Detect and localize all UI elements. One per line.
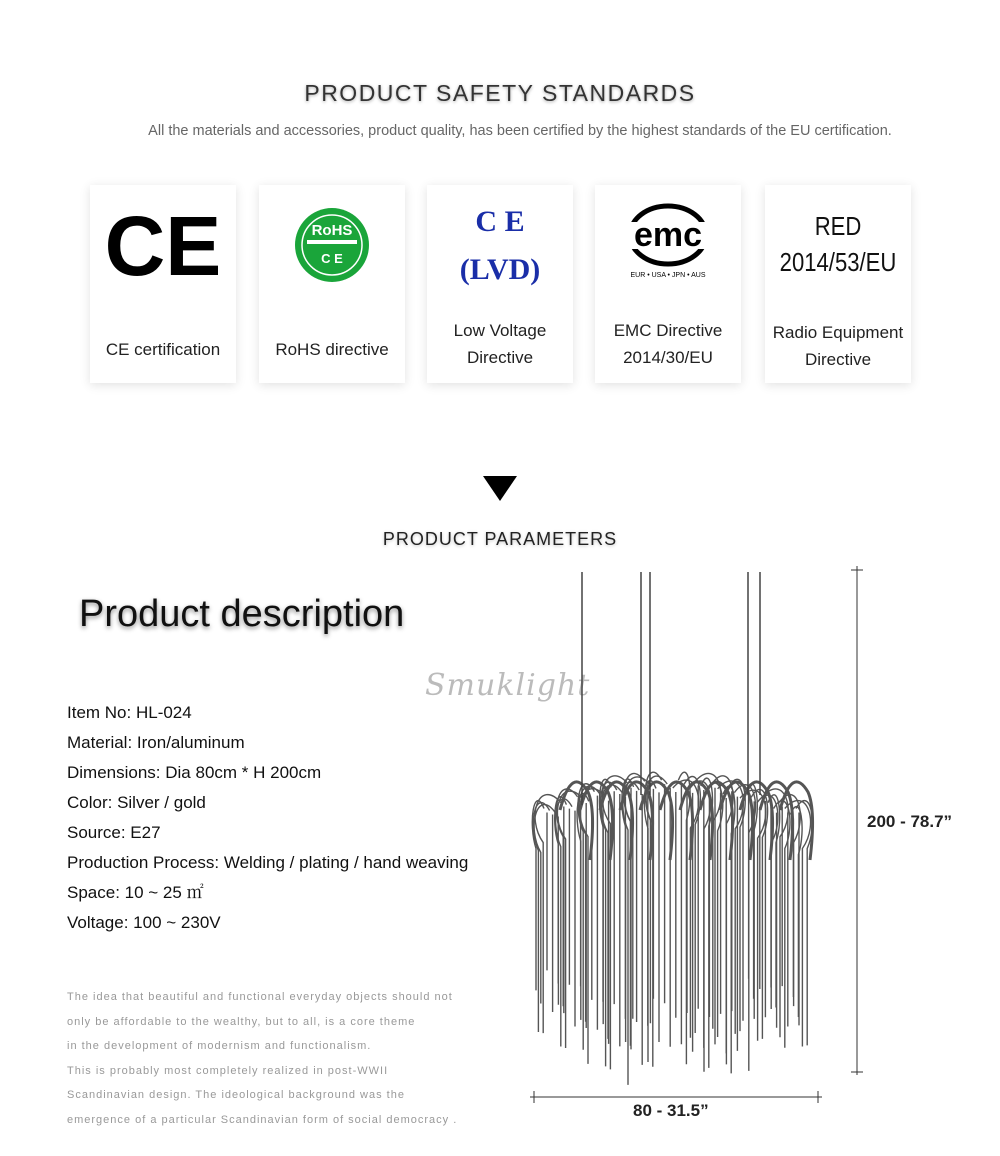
cert-card-red (765, 185, 911, 383)
spec-item: Item No: HL-024 (67, 703, 192, 722)
quote-line: Scandinavian design. The ideological background was the (67, 1089, 405, 1102)
chandelier-ribbon (640, 782, 673, 860)
emc-logo-icon (595, 185, 741, 315)
spec-item: Dimensions: Dia 80cm * H 200cm (67, 763, 322, 782)
svg-text:(LVD): (LVD) (459, 253, 541, 286)
cert-label-line2: Directive (804, 350, 872, 369)
rohs-badge-icon (259, 185, 405, 315)
svg-text:RED: RED (814, 212, 862, 242)
red-directive-mark-icon (765, 185, 911, 315)
width-dimension-label: 80 - 31.5” (633, 1101, 709, 1120)
cert-card-rohs (259, 185, 405, 383)
cert-label: RoHS directive (275, 340, 389, 359)
spec-item: Source: E27 (67, 823, 161, 842)
svg-text:2014/53/EU: 2014/53/EU (779, 248, 897, 278)
cert-label-line1: Radio Equipment (772, 323, 904, 342)
product-description-title: Product description (79, 593, 405, 635)
design-quote (67, 985, 487, 1133)
spec-item: Color: Silver / gold (67, 793, 206, 812)
spec-item: Production Process: Welding / plating / hand weaving (67, 853, 469, 872)
spec-item: Voltage: 100 ~ 230V (67, 913, 221, 932)
cert-card-ce (90, 185, 236, 383)
quote-line: This is probably most completely realized in post-WWII (67, 1064, 389, 1077)
spec-item: Material: Iron/aluminum (67, 733, 245, 752)
product-parameters-title: PRODUCT PARAMETERS (382, 529, 618, 549)
height-dimension-label: 200 - 78.7” (867, 812, 953, 831)
svg-text:emc: emc (633, 216, 703, 254)
cert-label-line2: 2014/30/EU (623, 348, 713, 367)
quote-line: in the development of modernism and functionalism. (67, 1040, 372, 1053)
svg-text:C E: C E (475, 205, 525, 238)
cert-label-line2: Directive (466, 348, 534, 367)
cert-label: CE certification (105, 340, 221, 359)
ce-lvd-mark-icon (427, 185, 573, 315)
safety-standards-subtitle: All the materials and accessories, product quality, has been certified by the highest standards of the EU certification. (148, 123, 892, 139)
safety-standards-title: PRODUCT SAFETY STANDARDS (304, 80, 696, 106)
spec-list (67, 698, 468, 938)
chandelier-illustration (520, 560, 980, 1140)
chandelier-dimension-diagram (520, 560, 980, 1140)
svg-text:C E: C E (321, 251, 343, 266)
cert-card-lvd (427, 185, 573, 383)
quote-line: The idea that beautiful and functional everyday objects should not (67, 991, 453, 1003)
svg-text:RoHS: RoHS (311, 222, 353, 239)
spec-item: Space: 10 ~ 25 ㎡ (67, 883, 204, 902)
cert-card-emc (595, 185, 741, 383)
cert-label-line1: EMC Directive (613, 321, 723, 340)
quote-line: only be affordable to the wealthy, but to all, is a core theme (67, 1015, 416, 1028)
quote-line: emergence of a particular Scandinavian form of social democracy . (67, 1113, 458, 1126)
chandelier-strand (678, 772, 690, 1064)
svg-text:EUR • USA • JPN • AUS: EUR • USA • JPN • AUS (630, 272, 706, 279)
ce-mark-icon (90, 185, 236, 315)
cert-label-line1: Low Voltage (453, 321, 547, 340)
svg-text:CE: CE (104, 199, 222, 293)
brand-watermark: Smuklight (425, 668, 591, 703)
down-triangle-icon (483, 476, 517, 501)
